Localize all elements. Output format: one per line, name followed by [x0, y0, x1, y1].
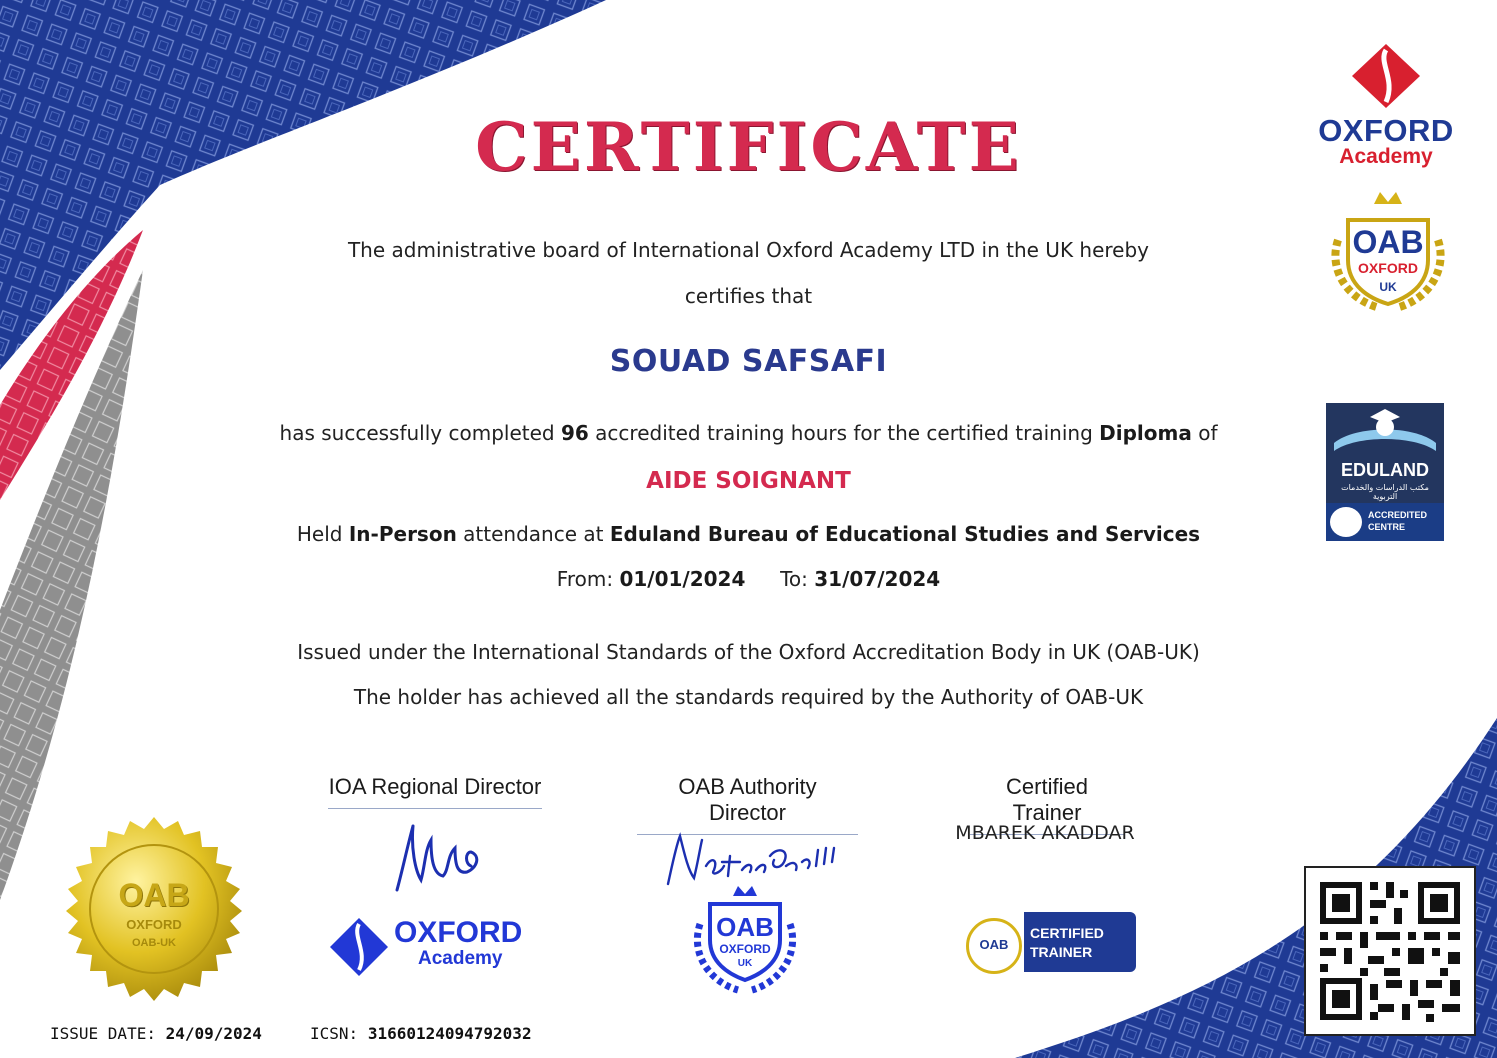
- trainer-title: Certified Trainer: [970, 774, 1124, 835]
- eduland-arabic-name: مكتب الدراسات والخدمات التربوية: [1341, 483, 1429, 501]
- oxford-diamond-blue-icon: [328, 916, 390, 978]
- icsn: [310, 1024, 532, 1043]
- date-range: [240, 567, 1257, 591]
- oab-badge-bottom: [686, 884, 804, 994]
- seal-main-text: OAB: [118, 877, 190, 913]
- verification-qr-code[interactable]: [1304, 866, 1476, 1036]
- program-type: Diploma: [1099, 421, 1192, 445]
- held-middle: attendance at: [463, 522, 604, 546]
- hours-value: 96: [560, 421, 589, 445]
- certified-trainer-badge: [966, 912, 1136, 972]
- icsn-label: ICSN:: [310, 1024, 359, 1043]
- held-line: [150, 522, 1347, 546]
- trainer-badge-oab-icon: [966, 918, 1022, 974]
- oab-badge-main: OAB: [1352, 224, 1424, 260]
- issue-date: [50, 1024, 262, 1043]
- authority-director-signature: [662, 826, 842, 892]
- oxford-logo-subtitle: Academy: [1339, 145, 1433, 168]
- regional-director-title: IOA Regional Director: [328, 774, 542, 809]
- eduland-accredited-logo: [1326, 403, 1444, 541]
- regional-director-signature: [385, 818, 495, 898]
- held-prefix: Held: [296, 522, 343, 546]
- venue-name: Eduland Bureau of Educational Studies and Services: [609, 522, 1201, 546]
- oxford-academy-logo-top: [1300, 40, 1472, 170]
- gold-seal: [60, 815, 248, 1003]
- qr-code-icon: [1306, 868, 1474, 1034]
- oab-badge-right: [1318, 190, 1458, 315]
- standards-line-2: The holder has achieved all the standards required by the Authority of OAB-UK: [353, 685, 1144, 709]
- course-name: AIDE SOIGNANT: [646, 468, 851, 494]
- from-label: From:: [556, 567, 614, 591]
- completion-prefix: has successfully completed: [279, 421, 555, 445]
- to-date: 31/07/2024: [814, 567, 941, 591]
- completion-middle: accredited training hours for the certified training: [595, 421, 1093, 445]
- seal-sub-text: OXFORD: [126, 917, 182, 932]
- completion-line: [150, 421, 1347, 445]
- attendance-mode: In-Person: [348, 522, 457, 546]
- oab-badge-sub: OXFORD: [1358, 260, 1418, 276]
- bottom-oxford-text: OXFORD: [394, 916, 523, 949]
- certificate-title: CERTIFICATE: [475, 108, 1022, 186]
- oxford-diamond-icon: [1300, 40, 1472, 112]
- trainer-badge-oab-text: OAB: [979, 937, 1009, 952]
- bottom-academy-text: Academy: [418, 948, 503, 969]
- recipient-name: SOUAD SAFSAFI: [609, 344, 888, 379]
- accredited-strip: [1326, 503, 1444, 541]
- bottom-oab-sub: OXFORD: [719, 942, 771, 956]
- bottom-oab-country: UK: [737, 958, 753, 969]
- intro-line-2: certifies that: [684, 284, 813, 308]
- completion-suffix: of: [1198, 421, 1218, 445]
- standards-line-1: Issued under the International Standards of the Oxford Accreditation Body in UK (OAB-UK): [297, 640, 1200, 664]
- oxford-academy-logo-bottom: [328, 908, 543, 982]
- accredited-centre-label: ACCREDITED CENTRE: [1368, 510, 1428, 532]
- authority-director-title: OAB Authority Director: [637, 774, 858, 835]
- bottom-oab-main: OAB: [716, 912, 774, 942]
- to-label: To:: [780, 567, 808, 591]
- from-date: 01/01/2024: [619, 567, 746, 591]
- oxford-logo-title: OXFORD: [1318, 113, 1454, 148]
- eduland-name: EDULAND: [1341, 460, 1429, 480]
- intro-line-1: The administrative board of International Oxford Academy LTD in the UK hereby: [347, 238, 1150, 262]
- oab-badge-country: UK: [1379, 280, 1397, 294]
- trainer-name: MBAREK AKADDAR: [955, 822, 1135, 844]
- graduation-cap-icon: [1326, 403, 1444, 459]
- issue-date-value: 24/09/2024: [165, 1024, 262, 1043]
- issue-date-label: ISSUE DATE:: [50, 1024, 156, 1043]
- icsn-value: 31660124094792032: [367, 1024, 532, 1043]
- trainer-badge-text: CERTIFIED TRAINER: [1030, 925, 1104, 960]
- trainer-badge-label-box: [1024, 912, 1136, 972]
- seal-ring-text: OAB-UK: [132, 937, 176, 949]
- mini-oab-icon: [1330, 507, 1362, 537]
